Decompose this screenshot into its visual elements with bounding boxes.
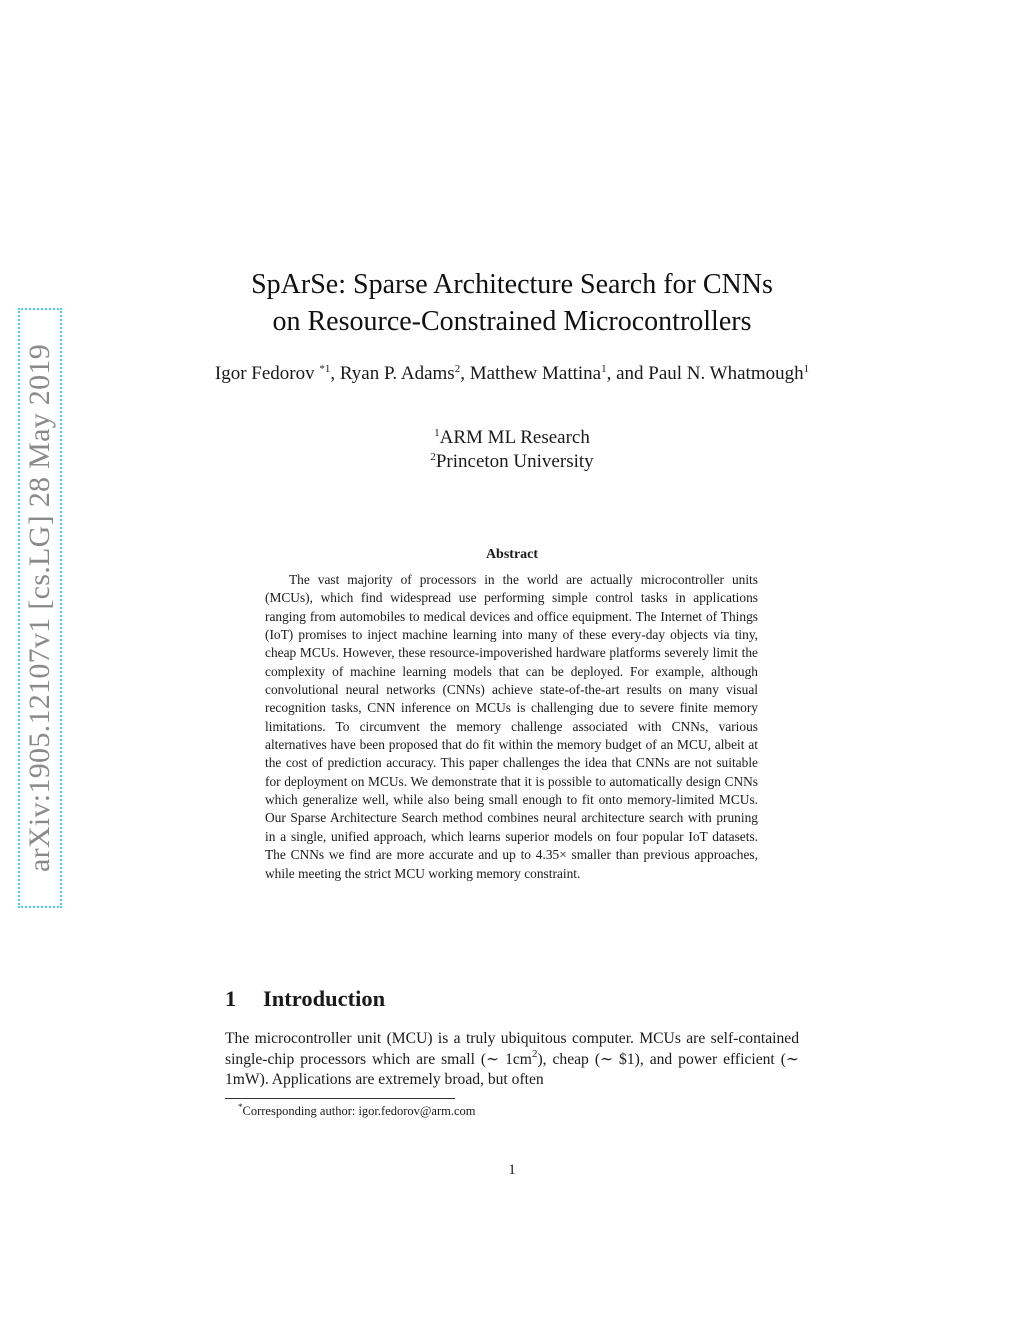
- section-number: 1: [225, 986, 237, 1011]
- section-heading: [225, 986, 385, 1012]
- abstract-heading: Abstract: [485, 547, 539, 562]
- affiliation-arm-name: ARM ML Research: [439, 427, 590, 448]
- intro-paragraph: [225, 1029, 799, 1091]
- arxiv-stamp: arXiv:1905.12107v1 [cs.LG] 28 May 2019: [23, 344, 56, 872]
- author-fedorov-mark: *1: [319, 363, 331, 375]
- author-list: [200, 362, 824, 386]
- author-fedorov: Igor Fedorov: [214, 363, 320, 384]
- paper-title: [160, 266, 864, 340]
- affiliations: [300, 426, 724, 474]
- intro-text-part2: ), cheap (∼ $1), and power efficient (∼ 1mW). Applications are extremely broad, but often: [225, 1050, 799, 1088]
- affiliation-princeton-name: Princeton University: [435, 451, 594, 472]
- author-mattina: , Matthew Mattina: [460, 363, 602, 384]
- intro-superscript: 2: [531, 1047, 538, 1060]
- footnote-mark: *: [238, 1102, 243, 1112]
- abstract-body: The vast majority of processors in the world are actually microcontroller units (MCUs), which find widespread use performing simple control tasks in applications ranging from automobiles to medical devices and office equipment. The Internet of Things (IoT) promises to inject machine learning into many of these every-day objects via tiny, cheap MCUs. However, these resource-impoverished hardware platforms severely limit the complexity of machine learning models that can be deployed. For example, although convolutional neural networks (CNNs) achieve state-of-the-art results on many visual recognition tasks, CNN inference on MCUs is challenging due to severe finite memory limitations. To circumvent the memory challenge associated with CNNs, various alternatives have been proposed that do fit within the memory budget of an MCU, albeit at the cost of prediction accuracy. This paper challenges the idea that CNNs are not suitable for deployment on MCUs. We demonstrate that it is possible to automatically design CNNs which generalize well, while also being small enough to fit onto memory-limited MCUs. Our Sparse Architecture Search method combines neural architecture search with pruning in a single, unified approach, which learns superior models on four popular IoT datasets. The CNNs we find are more accurate and up to 4.35× smaller than previous approaches, while meeting the strict MCU working memory constraint.: [265, 572, 758, 881]
- section-title: Introduction: [263, 986, 386, 1011]
- footnote-rule: [225, 1098, 455, 1099]
- affiliation-arm: [300, 426, 724, 450]
- affiliation-princeton-mark: 2: [430, 451, 436, 463]
- author-mattina-mark: 1: [601, 363, 607, 375]
- arxiv-stamp-box: [18, 308, 62, 908]
- author-adams-mark: 2: [454, 363, 461, 375]
- title-line-1: SpArSe: Sparse Architecture Search for CNNs: [251, 269, 773, 300]
- affiliation-princeton: [300, 450, 724, 474]
- page-number: 1: [508, 1162, 516, 1178]
- footnote-text: Corresponding author: igor.fedorov@arm.com: [242, 1104, 476, 1118]
- footnote: [238, 1103, 476, 1119]
- author-adams: , Ryan P. Adams: [330, 363, 455, 384]
- title-line-2: on Resource-Constrained Microcontrollers: [272, 306, 752, 337]
- intro-text-part1: The microcontroller unit (MCU) is a truly ubiquitous computer. MCUs are self-contained single-chip processors which are small (∼ 1cm: [225, 1030, 799, 1068]
- author-whatmough-mark: 1: [803, 363, 810, 375]
- affiliation-arm-mark: 1: [434, 427, 440, 439]
- author-whatmough: , and Paul N. Whatmough: [606, 363, 804, 384]
